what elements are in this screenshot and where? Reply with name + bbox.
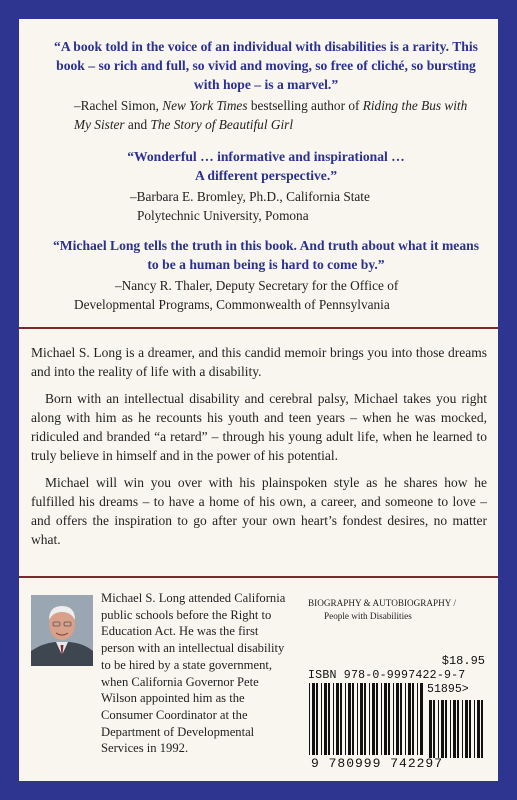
quote-text: “Wonderful … informative and inspirational … A different perspective.”: [127, 149, 405, 183]
description-paragraph: Michael will win you over with his plainspoken style as he shares how he fulfilled his dreams – to have a home of his own, a career, and someone to love – and offers the inspiration to go after your own heart’s fondest desires, no matter what.: [31, 475, 487, 547]
divider: [19, 327, 498, 329]
author-photo: [31, 595, 93, 666]
quote-text: “A book told in the voice of an individual with disabilities is a rarity. This book – so rich and full, so vivid and moving, so free of cliché, so bursting with hope – is a marvel.”: [54, 39, 478, 92]
price-add-on-code: 51895>: [427, 683, 469, 696]
isbn: ISBN 978-0-9997422-9-7: [308, 669, 466, 682]
quote-attribution: –Barbara E. Bromley, Ph.D., California State Polytechnic University, Pomona: [130, 189, 370, 223]
quote-attribution: –Rachel Simon, New York Times bestselling author of Riding the Bus with My Sister and The Story of Beautiful Girl: [74, 98, 468, 132]
author-bio: Michael S. Long attended California public schools before the Right to Education Act. He was the first person with an intellectual disability to be hired by a state government, when California Governor Pete Wilson appointed him as the Consumer Coordinator at the Department of Developmental Services in 1992.: [101, 591, 286, 756]
divider: [19, 576, 498, 578]
book-category: BIOGRAPHY & AUTOBIOGRAPHY / People with Disabilities: [308, 598, 456, 621]
price: $18.95: [441, 654, 485, 668]
description-paragraph: Michael S. Long is a dreamer, and this candid memoir brings you into those dreams and into the reality of life with a disability.: [31, 345, 487, 379]
back-cover: [19, 19, 498, 781]
book-description: [31, 343, 487, 557]
quote-simon: [51, 37, 481, 134]
barcode-number: 9 780999 742297: [311, 756, 444, 771]
isbn-barcode: [307, 683, 423, 755]
author-portrait-icon: [31, 595, 93, 666]
quote-text: “Michael Long tells the truth in this book. And truth about what it means to be a human being is hard to come by.”: [53, 238, 479, 272]
quote-attribution: –Nancy R. Thaler, Deputy Secretary for the Office of Developmental Programs, Commonwealth of Pennsylvania: [74, 278, 399, 312]
quote-bromley: [51, 147, 481, 225]
description-paragraph: Born with an intellectual disability and cerebral palsy, Michael takes you right along with him as he recounts his youth and teen years – when he was mocked, ridiculed and branded “a retard” – through his young adult life, when he learned to truly believe in himself and in the power of his potential.: [31, 391, 487, 463]
quote-thaler: [51, 236, 481, 314]
